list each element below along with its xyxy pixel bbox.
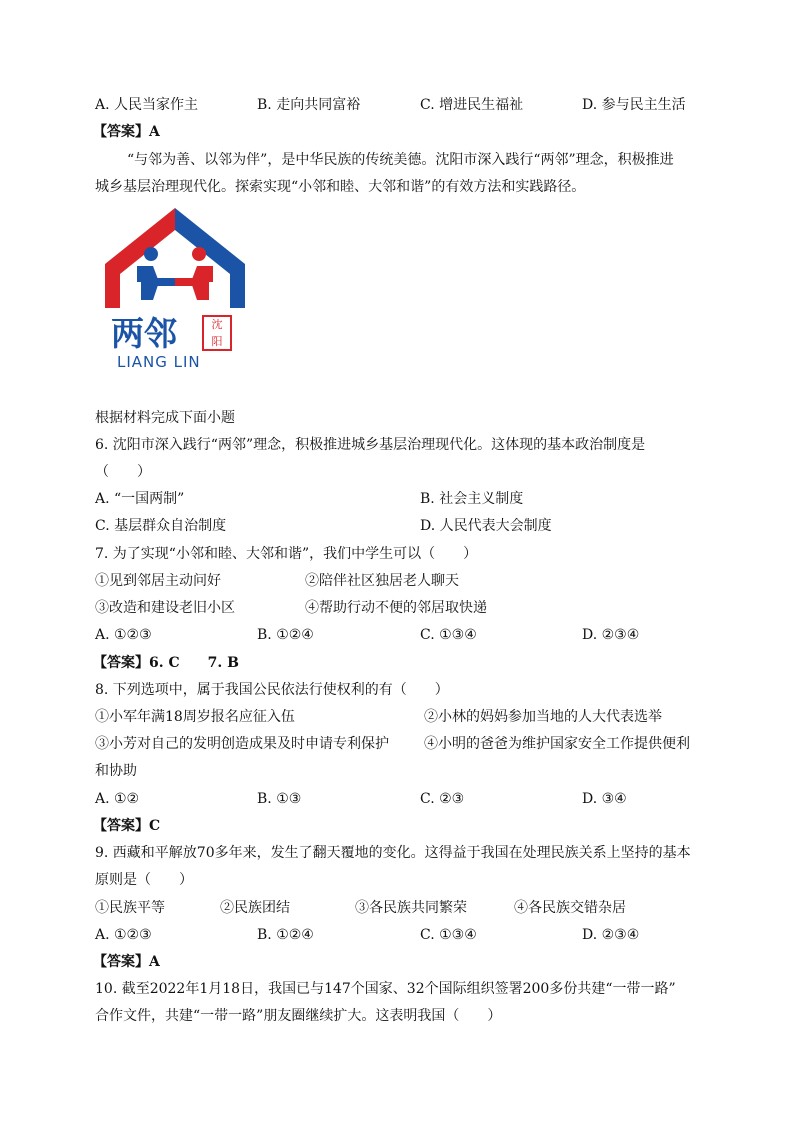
q7-option-a: A. ①②③	[95, 627, 152, 643]
q6-stem-line-2: （ ）	[95, 464, 151, 480]
q7-item-4: ④帮助行动不便的邻居取快递	[305, 600, 487, 616]
q6-stem-line-1: 6. 沈阳市深入践行“两邻”理念，积极推进城乡基层治理现代化。这体现的基本政治制度是	[95, 437, 646, 453]
q5-option-a: A. 人民当家作主	[95, 97, 199, 113]
q9-option-a: A. ①②③	[95, 927, 152, 943]
q8-option-d: D. ③④	[582, 791, 627, 807]
q5-option-d: D. 参与民主生活	[582, 97, 686, 113]
q10-stem-line-1: 10. 截至2022年1月18日，我国已与147个国家、32个国际组织签署200多份共建“一带一路”	[95, 981, 676, 997]
material-line-1: “与邻为善、以邻为伴”，是中华民族的传统美德。沈阳市深入践行“两邻”理念，积极推进	[127, 152, 674, 168]
q8-item-3: ③小芳对自己的发明创造成果及时申请专利保护	[95, 736, 389, 752]
q7-option-c: C. ①③④	[420, 627, 477, 643]
logo-person-left-body	[137, 266, 159, 300]
logo-person-right-body	[191, 266, 213, 300]
q8-item-1: ①小军年满18周岁报名应征入伍	[95, 709, 295, 725]
q5-answer: 【答案】A	[93, 124, 160, 140]
q8-item-2: ②小林的妈妈参加当地的人大代表选举	[424, 709, 662, 725]
logo-person-left-head	[144, 247, 158, 261]
q7-option-b: B. ①②④	[257, 627, 314, 643]
q5-option-c: C. 增进民生福祉	[420, 97, 524, 113]
q7-option-d: D. ②③④	[582, 627, 640, 643]
q9-option-b: B. ①②④	[257, 927, 314, 943]
q5-option-b: B. 走向共同富裕	[257, 97, 361, 113]
logo-handshake-left	[157, 278, 175, 286]
q9-item-1: ①民族平等	[95, 900, 165, 916]
logo-blue-roof	[175, 208, 245, 308]
q9-answer: 【答案】A	[93, 954, 160, 970]
q8-stem: 8. 下列选项中，属于我国公民依法行使权利的有（ ）	[95, 682, 449, 698]
q7-stem: 7. 为了实现“小邻和睦、大邻和谐”，我们中学生可以（ ）	[95, 546, 478, 562]
q7-item-2: ②陪伴社区独居老人聊天	[305, 573, 459, 589]
q8-option-a: A. ①②	[95, 791, 140, 807]
logo-cn-text: 两邻	[111, 314, 177, 353]
liang-lin-logo	[95, 204, 255, 372]
q7-item-1: ①见到邻居主动问好	[95, 573, 221, 589]
q7-item-3: ③改造和建设老旧小区	[95, 600, 235, 616]
logo-en-text: LIANG LIN	[117, 353, 201, 371]
logo-red-roof	[105, 208, 175, 308]
instruction: 根据材料完成下面小题	[95, 410, 235, 426]
q8-answer: 【答案】C	[93, 818, 161, 834]
q6-option-b: B. 社会主义制度	[420, 491, 524, 507]
q8-item-4-cont: 和协助	[95, 763, 137, 779]
q8-option-b: B. ①③	[257, 791, 302, 807]
q9-item-2: ②民族团结	[220, 900, 290, 916]
q6-option-a: A. “一国两制”	[95, 491, 185, 507]
material-line-2: 城乡基层治理现代化。探索实现“小邻和睦、大邻和谐”的有效方法和实践路径。	[95, 179, 586, 195]
q8-option-c: C. ②③	[420, 791, 465, 807]
q6-option-d: D. 人民代表大会制度	[420, 518, 552, 534]
q9-item-4: ④各民族交错杂居	[514, 900, 626, 916]
q10-stem-line-2: 合作文件，共建“一带一路”朋友圈继续扩大。这表明我国（ ）	[95, 1008, 502, 1024]
q6-option-c: C. 基层群众自治制度	[95, 518, 227, 534]
q9-item-3: ③各民族共同繁荣	[355, 900, 467, 916]
q8-item-4: ④小明的爸爸为维护国家安全工作提供便利	[424, 736, 690, 752]
logo-person-right-head	[192, 247, 206, 261]
q9-option-c: C. ①③④	[420, 927, 477, 943]
logo-seal-text-2: 阳	[211, 335, 223, 348]
q9-stem-line-2: 原则是（ ）	[95, 872, 193, 888]
q9-stem-line-1: 9. 西藏和平解放70多年来，发生了翻天覆地的变化。这得益于我国在处理民族关系上坚持的基本	[95, 845, 691, 861]
q6-q7-answer: 【答案】6. C 7. B	[93, 655, 239, 671]
q9-option-d: D. ②③④	[582, 927, 640, 943]
logo-seal-text: 沈	[211, 318, 223, 331]
